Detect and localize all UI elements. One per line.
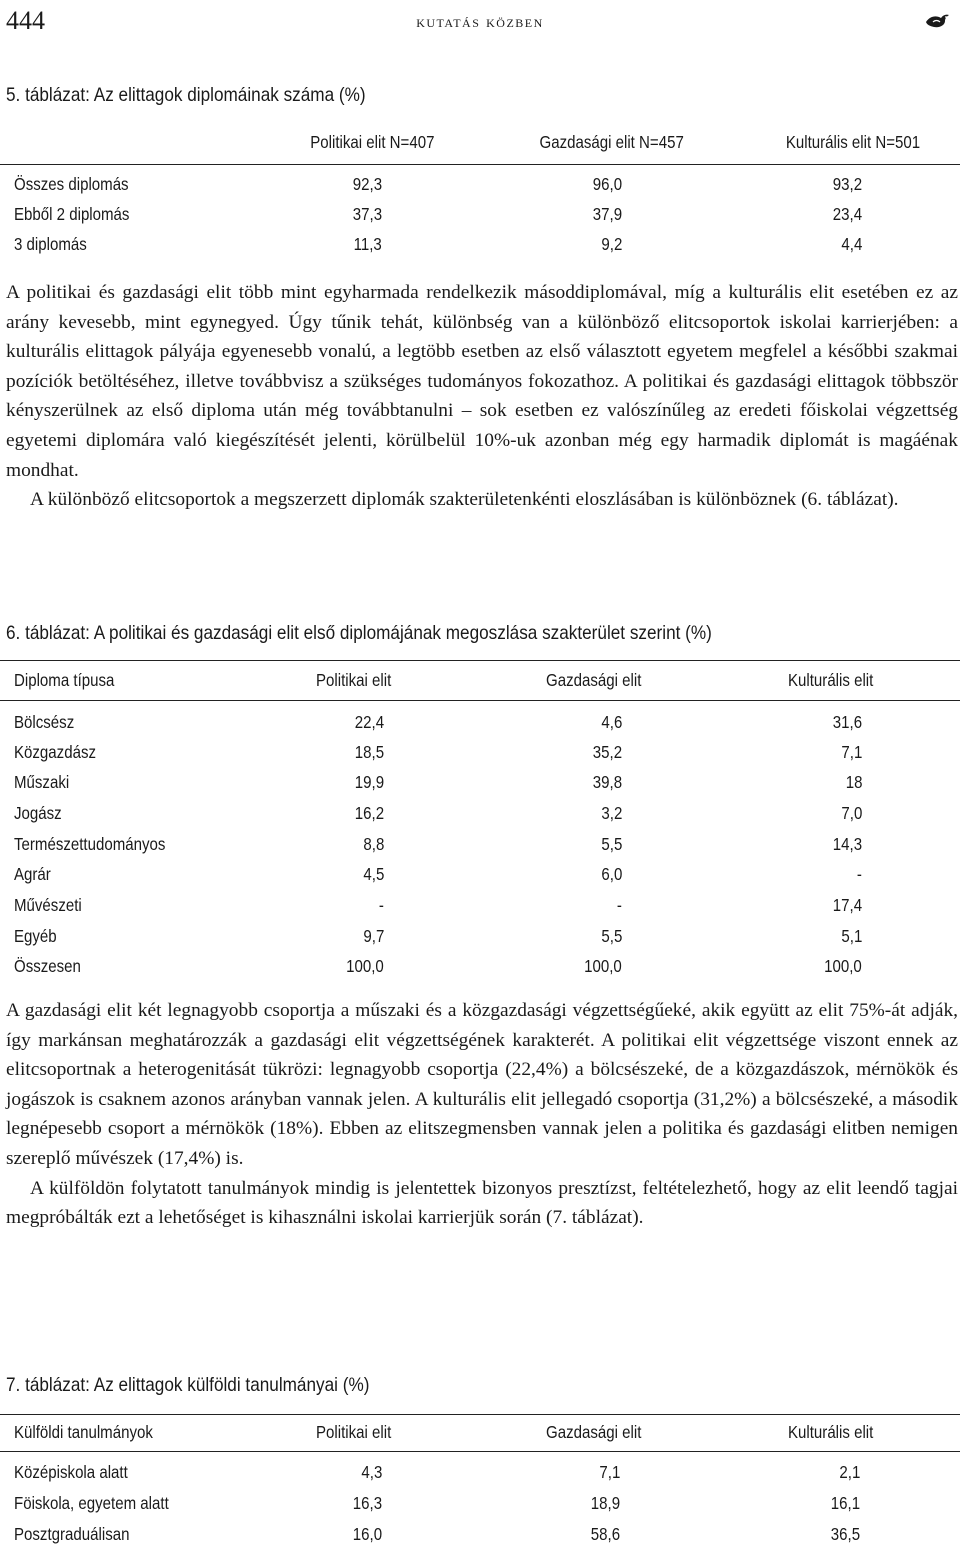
cell-value: 37,9 bbox=[592, 204, 622, 224]
page-number: 444 bbox=[6, 6, 45, 35]
cell-value: 18,9 bbox=[590, 1493, 620, 1513]
cell-value: 11,3 bbox=[353, 234, 382, 254]
cell-value: 16,3 bbox=[352, 1493, 382, 1513]
cell-value: 96,0 bbox=[592, 174, 622, 194]
running-head: kutatás közben bbox=[416, 12, 544, 31]
table7-col-kulturalis: Kulturális elit bbox=[788, 1422, 874, 1442]
row-label: Posztgraduálisan bbox=[14, 1524, 130, 1544]
cell-value: 19,9 bbox=[354, 772, 384, 792]
cell-value: 6,0 bbox=[601, 864, 622, 884]
table6-col-gazdasagi: Gazdasági elit bbox=[546, 670, 642, 690]
table5-col-gazdasagi: Gazdasági elit N=457 bbox=[539, 132, 684, 152]
cell-value: 92,3 bbox=[352, 174, 382, 194]
cell-value: 18 bbox=[845, 772, 862, 792]
cell-value: 31,6 bbox=[832, 712, 862, 732]
cell-value: 22,4 bbox=[354, 712, 384, 732]
table6-caption: 6. táblázat: A politikai és gazdasági elit első diplomájának megoszlása szakterület szerint (%) bbox=[6, 622, 712, 644]
cell-value: 4,5 bbox=[363, 864, 384, 884]
cell-value: 4,6 bbox=[601, 712, 622, 732]
cell-value: 7,0 bbox=[841, 803, 862, 823]
cell-value: 5,5 bbox=[601, 926, 622, 946]
row-label: Művészeti bbox=[14, 895, 82, 915]
cell-value: 14,3 bbox=[832, 834, 862, 854]
cell-value: 16,0 bbox=[352, 1524, 382, 1544]
cell-value: 4,3 bbox=[361, 1462, 382, 1482]
cell-value: 23,4 bbox=[832, 204, 862, 224]
bird-logo-icon bbox=[924, 10, 950, 30]
cell-value: 4,4 bbox=[841, 234, 862, 254]
table7-top-rule bbox=[0, 1414, 960, 1415]
cell-value: 16,1 bbox=[830, 1493, 860, 1513]
cell-value: 2,1 bbox=[839, 1462, 860, 1482]
table5-header-rule bbox=[0, 164, 960, 165]
row-label: Jogász bbox=[14, 803, 62, 823]
paragraph: A különböző elitcsoportok a megszerzett diplomák szakterületenkénti eloszlásában is különböznek (6. táblázat). bbox=[30, 489, 899, 511]
cell-value: 36,5 bbox=[830, 1524, 860, 1544]
cell-value: 93,2 bbox=[832, 174, 862, 194]
table6-col-kulturalis: Kulturális elit bbox=[788, 670, 874, 690]
cell-value: 5,1 bbox=[841, 926, 862, 946]
cell-value: 9,2 bbox=[601, 234, 622, 254]
table7-col-gazdasagi: Gazdasági elit bbox=[546, 1422, 642, 1442]
row-label: Összes diplomás bbox=[14, 174, 129, 194]
cell-value: - bbox=[616, 895, 622, 915]
cell-value: 16,2 bbox=[354, 803, 384, 823]
cell-value: 7,1 bbox=[841, 742, 862, 762]
body-text-1 bbox=[6, 278, 958, 515]
cell-value: 100,0 bbox=[824, 956, 862, 976]
table7-col-kulfoldi: Külföldi tanulmányok bbox=[14, 1422, 153, 1442]
cell-value: - bbox=[856, 864, 862, 884]
table6-top-rule bbox=[0, 660, 960, 661]
row-label: Bölcsész bbox=[14, 712, 75, 732]
cell-value: 37,3 bbox=[352, 204, 382, 224]
cell-value: 35,2 bbox=[592, 742, 622, 762]
row-label: Természettudományos bbox=[14, 834, 166, 854]
table7-header-rule bbox=[0, 1451, 960, 1452]
row-label: Közgazdász bbox=[14, 742, 96, 762]
row-label: Agrár bbox=[14, 864, 51, 884]
table7-col-politikai: Politikai elit bbox=[316, 1422, 392, 1442]
paragraph: A külföldön folytatott tanulmányok mindig is jelentettek bizonyos presztízst, feltételezhető, hogy az elit leendő tagjai megpróbálták ezt a lehetőséget is kihasználni iskolai karrierjük során (7. táblázat). bbox=[6, 1177, 958, 1229]
cell-value: 3,2 bbox=[601, 803, 622, 823]
cell-value: - bbox=[378, 895, 384, 915]
cell-value: 17,4 bbox=[832, 895, 862, 915]
table5-caption: 5. táblázat: Az elittagok diplomáinak száma (%) bbox=[6, 84, 366, 106]
row-label: Műszaki bbox=[14, 772, 70, 792]
cell-value: 5,5 bbox=[601, 834, 622, 854]
table6-header-rule bbox=[0, 700, 960, 701]
table5-col-kulturalis: Kulturális elit N=501 bbox=[785, 132, 920, 152]
cell-value: 7,1 bbox=[599, 1462, 620, 1482]
row-label: Egyéb bbox=[14, 926, 57, 946]
cell-value: 9,7 bbox=[363, 926, 384, 946]
cell-value: 18,5 bbox=[354, 742, 384, 762]
cell-value: 8,8 bbox=[363, 834, 384, 854]
paragraph: A gazdasági elit két legnagyobb csoportja a műszaki és a közgazdasági végzettségűeké, akik együtt az elit 75%-át adják, így markánsan meghatározzák a gazdasági elit végzettségének karakterét. A politikai elit végzettsége viszont ennek az elitcsoportnak a heterogenitását tükrözi: legnagyobb csoportja (22,4%) a bölcsészeké, de a közgazdászok, mérnökök és jogászok is csaknem azonos arányban vannak jelen. A kulturális elit jellegadó csoportja (31,2%) a bölcsészeké, a második legnépesebb csoport a mérnökök (18%). Ebben az elitszegmensben vannak jelen a politika és gazdasági elitben nemigen szereplő művészek (17,4%) is. bbox=[6, 1000, 958, 1169]
row-label: 3 diplomás bbox=[14, 234, 87, 254]
table7-caption: 7. táblázat: Az elittagok külföldi tanulmányai (%) bbox=[6, 1374, 370, 1396]
row-label: Összesen bbox=[14, 956, 81, 976]
table5-col-politikai: Politikai elit N=407 bbox=[309, 132, 434, 152]
page-header bbox=[0, 4, 960, 38]
cell-value: 58,6 bbox=[590, 1524, 620, 1544]
paragraph: A politikai és gazdasági elit több mint egyharmada rendelkezik másoddiplomával, míg a kulturális elit esetében ez az arány kevesebb, mint egynegyed. Úgy tűnik tehát, különbség van a különböző elitcsoportok iskolai karrierjében: a kulturális elittagok pályája egyenesebb vonalú, a legtöbb esetben az első választott egyetem megfelel a későbbi szakmai pozíciók betöltéséhez, illetve továbbvisz a szükséges tudományos fokozathoz. A politikai és gazdasági elittagok többször kényszerülnek az első diploma után még továbbtanulni – sok esetben ez valószínűleg az eredeti főiskolai végzettség egyetemi diplomára való kiegészítését jelenti, körülbelül 10%-uk azonban még egy harmadik diplomát is magáénak mondhat. bbox=[6, 282, 958, 481]
cell-value: 39,8 bbox=[592, 772, 622, 792]
cell-value: 100,0 bbox=[346, 956, 384, 976]
body-text-2 bbox=[6, 996, 958, 1233]
row-label: Ebből 2 diplomás bbox=[14, 204, 130, 224]
row-label: Föiskola, egyetem alatt bbox=[14, 1493, 169, 1513]
cell-value: 100,0 bbox=[584, 956, 622, 976]
table6-col-diploma: Diploma típusa bbox=[14, 670, 115, 690]
table6-col-politikai: Politikai elit bbox=[316, 670, 392, 690]
row-label: Középiskola alatt bbox=[14, 1462, 128, 1482]
